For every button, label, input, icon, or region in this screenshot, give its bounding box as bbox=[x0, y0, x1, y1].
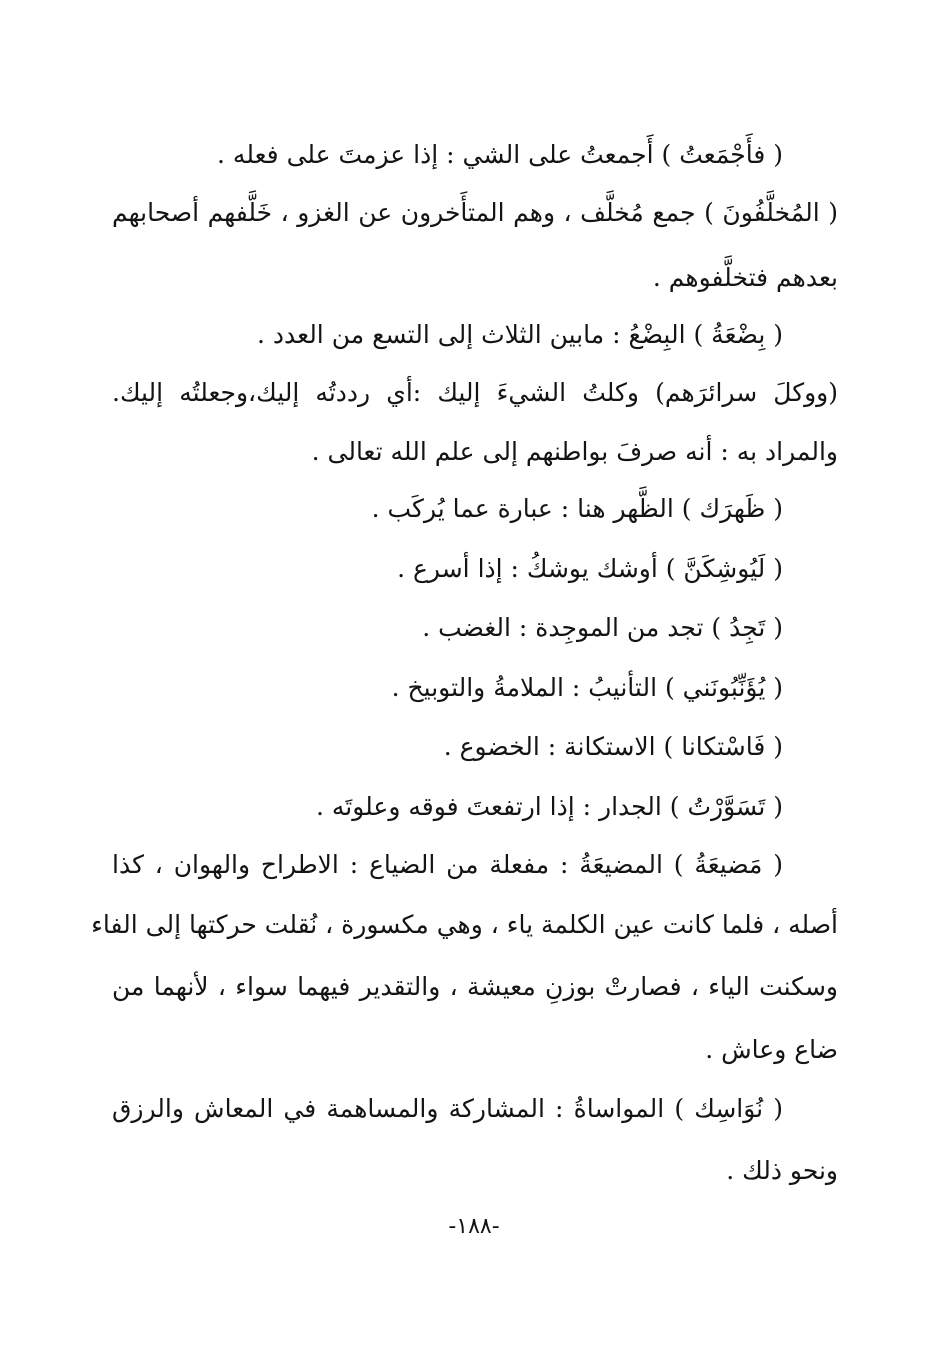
text-line-18: ونحو ذلك . bbox=[726, 1156, 838, 1185]
text-line-17: ( نُوَاسِك ) المواساةُ : المشاركة والمساهمة في المعاش والرزق bbox=[112, 1094, 783, 1123]
text-line-2: ( المُخلَّفُونَ ) جمع مُخلَّف ، وهم المتأَخرون عن الغزو ، خَلَّفهم أصحابهم bbox=[112, 198, 838, 227]
text-line-9: ( تَجِدُ ) تجد من الموجِدة : الغضب . bbox=[422, 613, 783, 642]
text-line-16: ضاع وعاش . bbox=[705, 1035, 838, 1064]
text-line-11: ( فَاسْتكانا ) الاستكانة : الخضوع . bbox=[443, 732, 783, 761]
page-number: -١٨٨- bbox=[448, 1214, 500, 1239]
text-line-4: ( بِضْعَةُ ) البِضْعُ : مابين الثلاث إلى التسع من العدد . bbox=[256, 320, 783, 349]
text-line-15: وسكنت الياء ، فصارتْ بوزنِ معيشة ، والتقدير فيهما سواء ، لأنهما من bbox=[112, 972, 838, 1001]
text-line-1: ( فأَجْمَعتُ ) أَجمعتُ على الشي : إذا عزمتَ على فعله . bbox=[217, 140, 783, 169]
text-line-14: أصله ، فلما كانت عين الكلمة ياء ، وهي مكسورة ، نُقلت حركتها إلى الفاء bbox=[91, 910, 838, 939]
text-line-13: ( مَضيعَةُ ) المضيعَةُ : مفعلة من الضياع : الاطراح والهوان ، كذا bbox=[112, 850, 783, 879]
text-line-7: ( ظَهرَك ) الظَّهر هنا : عبارة عما يُركَب . bbox=[371, 494, 783, 523]
text-line-10: ( يُؤَنِّبُونَني ) التأنيبُ : الملامةُ والتوبيخ . bbox=[391, 673, 783, 702]
text-line-5: (ووكلَ سرائرَهم) وكلتُ الشيءَ إليك :أي رددتُه إليك،وجعلتُه إليك. bbox=[112, 378, 838, 407]
text-line-3: بعدهم فتخلَّفوهم . bbox=[652, 263, 838, 292]
text-line-12: ( تَسَوَّرْتُ ) الجدار : إذا ارتفعتَ فوقه وعلوتَه . bbox=[315, 792, 783, 821]
text-line-8: ( لَيُوشِكَنَّ ) أوشك يوشكُ : إذا أسرع . bbox=[397, 554, 783, 583]
text-line-6: والمراد به : أنه صرفَ بواطنهم إلى علم الله تعالى . bbox=[311, 437, 838, 466]
